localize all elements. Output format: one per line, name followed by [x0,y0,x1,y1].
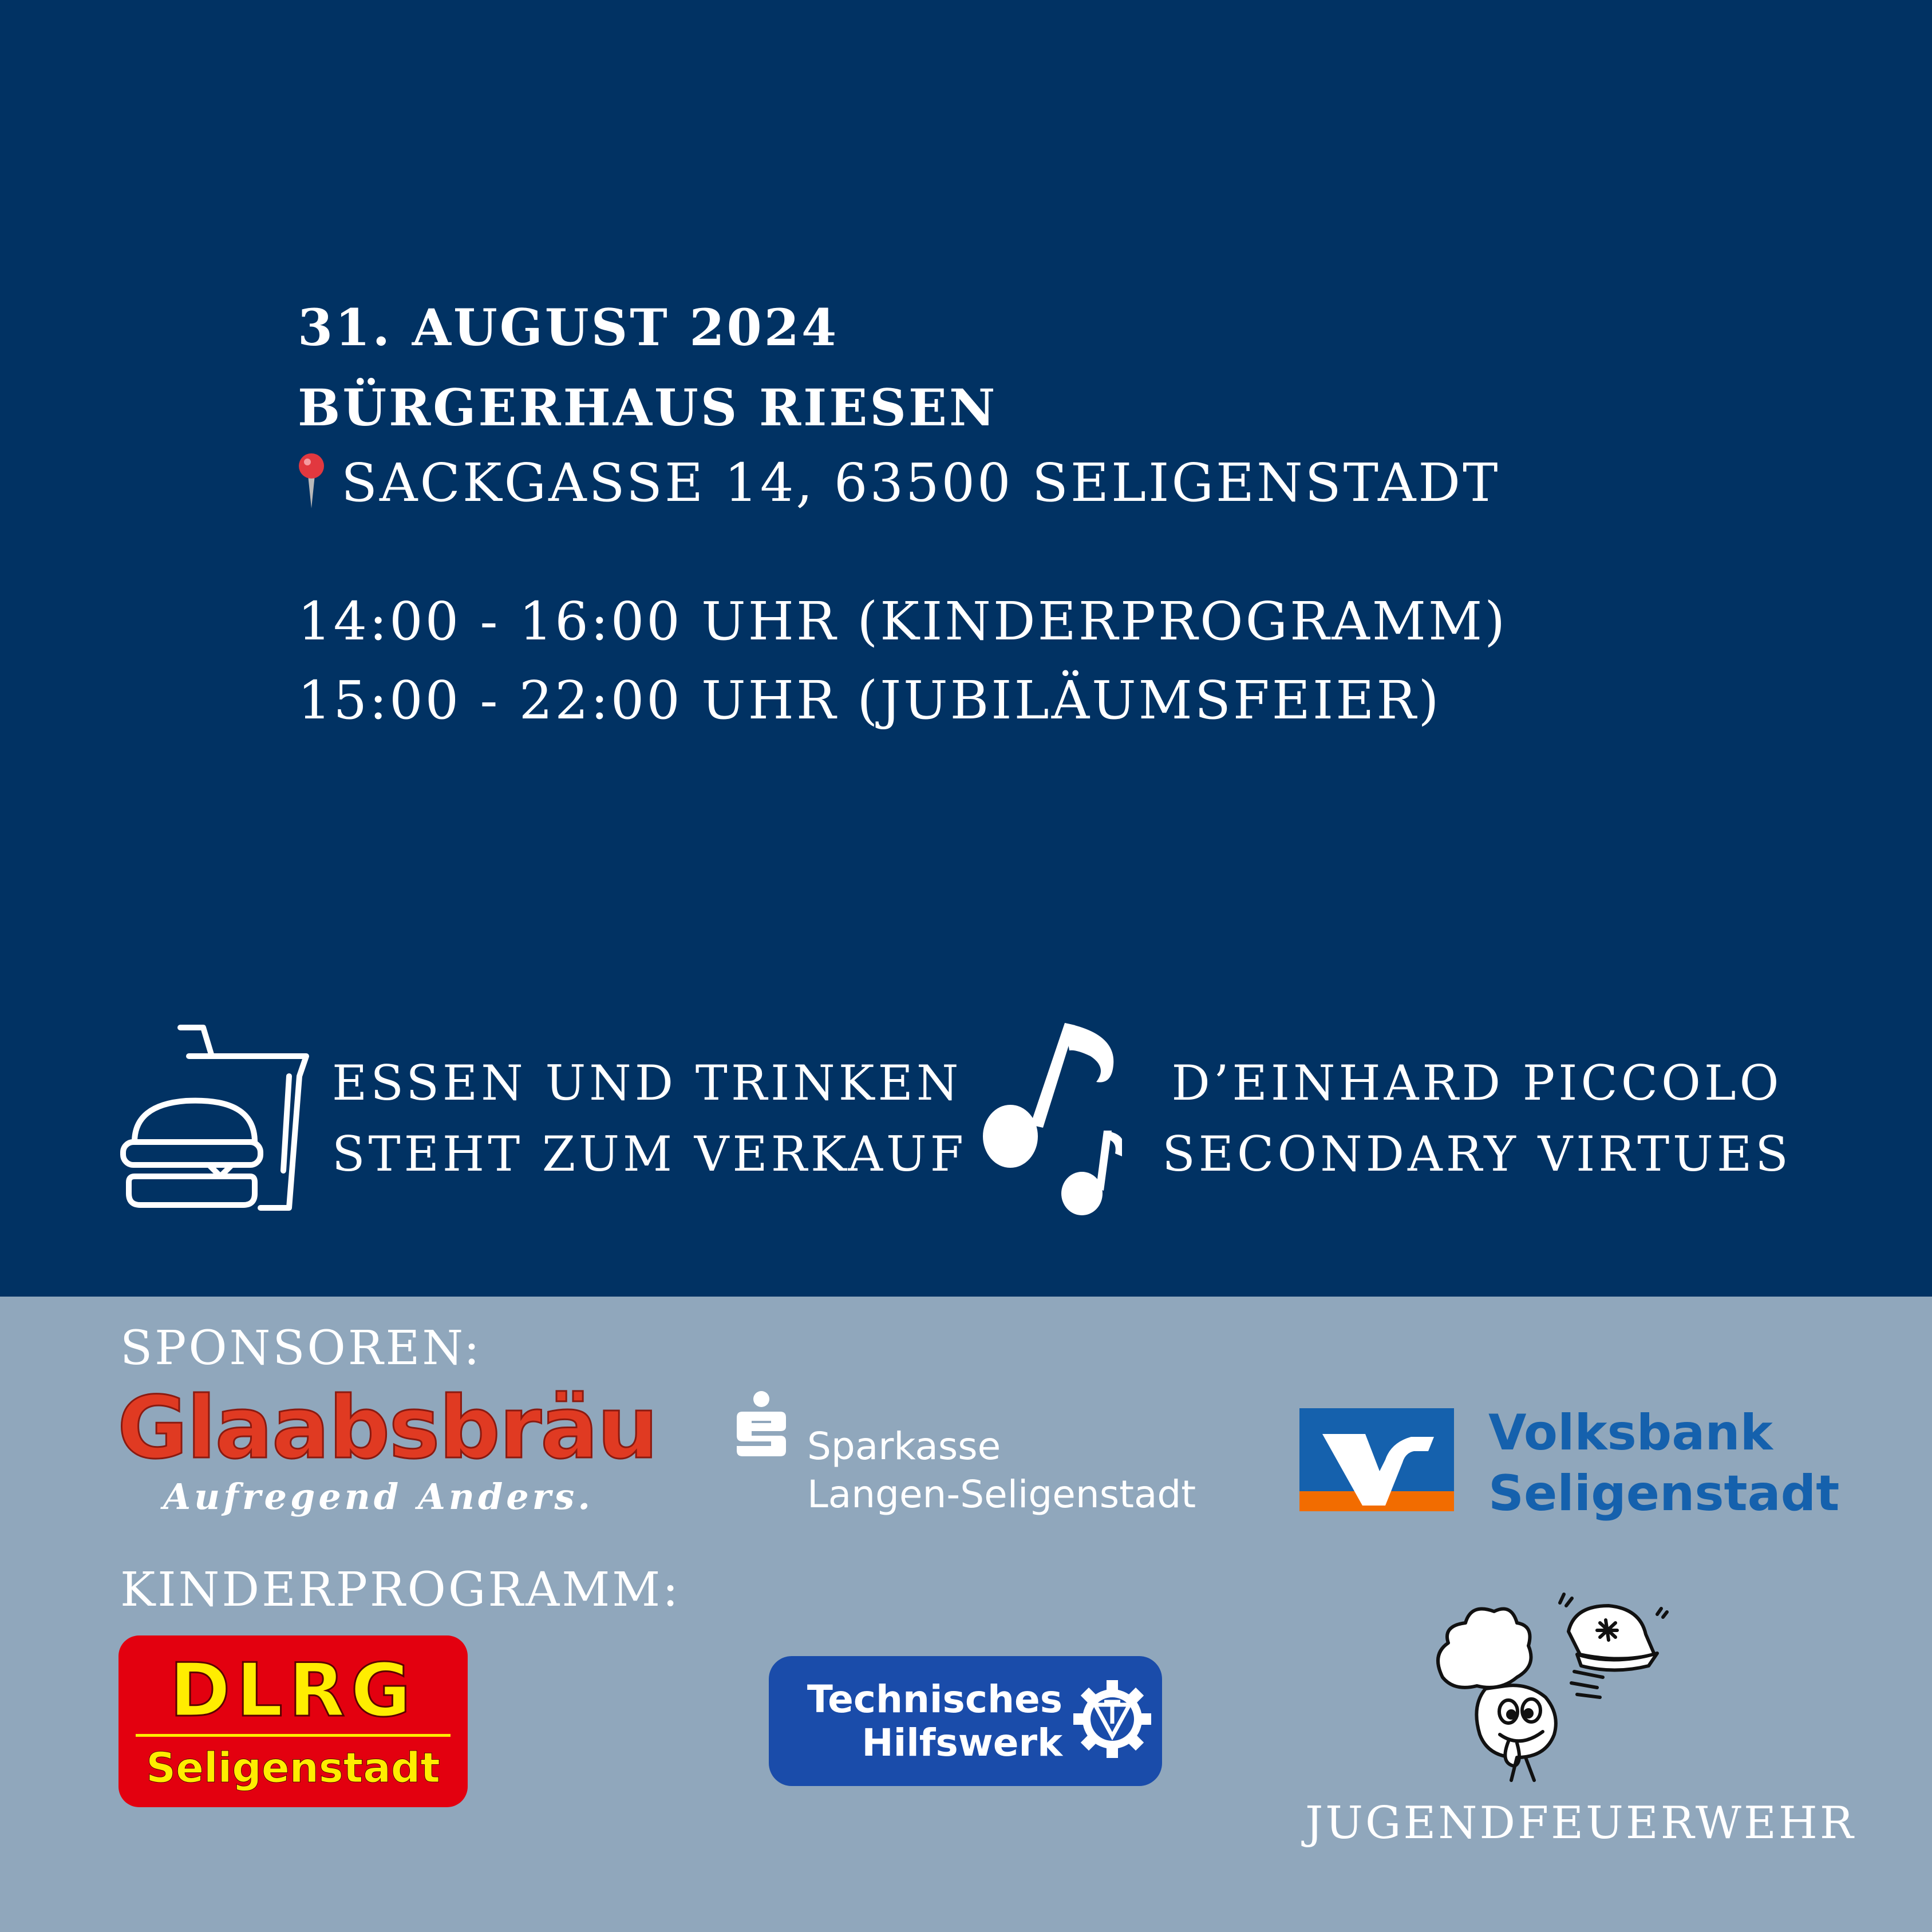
burger-drink-icon [117,1022,312,1213]
volksbank-logo-mark [1299,1408,1454,1511]
event-date: 31. AUGUST 2024 [298,298,839,357]
jugendfeuerwehr-mascot [1431,1591,1683,1788]
event-address-row [298,452,1500,522]
thw-gear-icon [1072,1679,1152,1761]
glaabsbraeu-logo [117,1378,657,1518]
sparkasse-text [807,1423,1196,1519]
food-line-2: STEHT ZUM VERKAUF [332,1126,967,1182]
location-pin-icon [298,452,325,522]
music-line-1: D’EINHARD PICCOLO [1171,1055,1783,1111]
schedule-jubilaeumsfeier: 15:00 - 22:00 UHR (JUBILÄUMSFEIER) [298,670,1441,731]
music-line-2: SECONDARY VIRTUES [1162,1126,1792,1182]
sparkasse-line-2: Langen-Seligenstadt [807,1472,1196,1516]
dlrg-logo [118,1635,468,1807]
event-venue: BÜRGERHAUS RIESEN [298,378,998,437]
thw-text [785,1678,1062,1765]
sparkasse-line-1: Sparkasse [807,1424,1001,1468]
kinderprogramm-label: KINDERPROGRAMM: [120,1563,681,1617]
music-text [1145,1048,1809,1190]
food-drink-text [332,1048,967,1190]
sparkasse-logo [736,1391,1196,1516]
volksbank-text [1488,1402,1839,1524]
food-line-1: ESSEN UND TRINKEN [332,1055,962,1111]
sponsors-label: SPONSOREN: [120,1321,482,1376]
thw-line-1: Technisches [807,1677,1062,1721]
dlrg-name: DLRG [169,1648,417,1733]
volksbank-line-1: Volksbank [1488,1404,1773,1461]
jugendfeuerwehr-label: JUGENDFEUERWEHR [1305,1797,1856,1849]
thw-line-2: Hilfswerk [862,1721,1062,1765]
schedule-kinderprogramm: 14:00 - 16:00 UHR (KINDERPROGRAMM) [298,591,1508,652]
music-notes-icon [979,1016,1122,1224]
sparkasse-s-icon [736,1391,787,1460]
dlrg-city: Seligenstadt [146,1744,440,1792]
volksbank-line-2: Seligenstadt [1488,1465,1840,1522]
glaabsbraeu-slogan: Aufregend Anders. [163,1476,594,1518]
thw-logo [769,1656,1162,1786]
glaabsbraeu-name: Glaabsbräu [117,1378,657,1478]
event-address: SACKGASSE 14, 63500 SELIGENSTADT [341,452,1500,513]
dlrg-divider [136,1734,451,1737]
